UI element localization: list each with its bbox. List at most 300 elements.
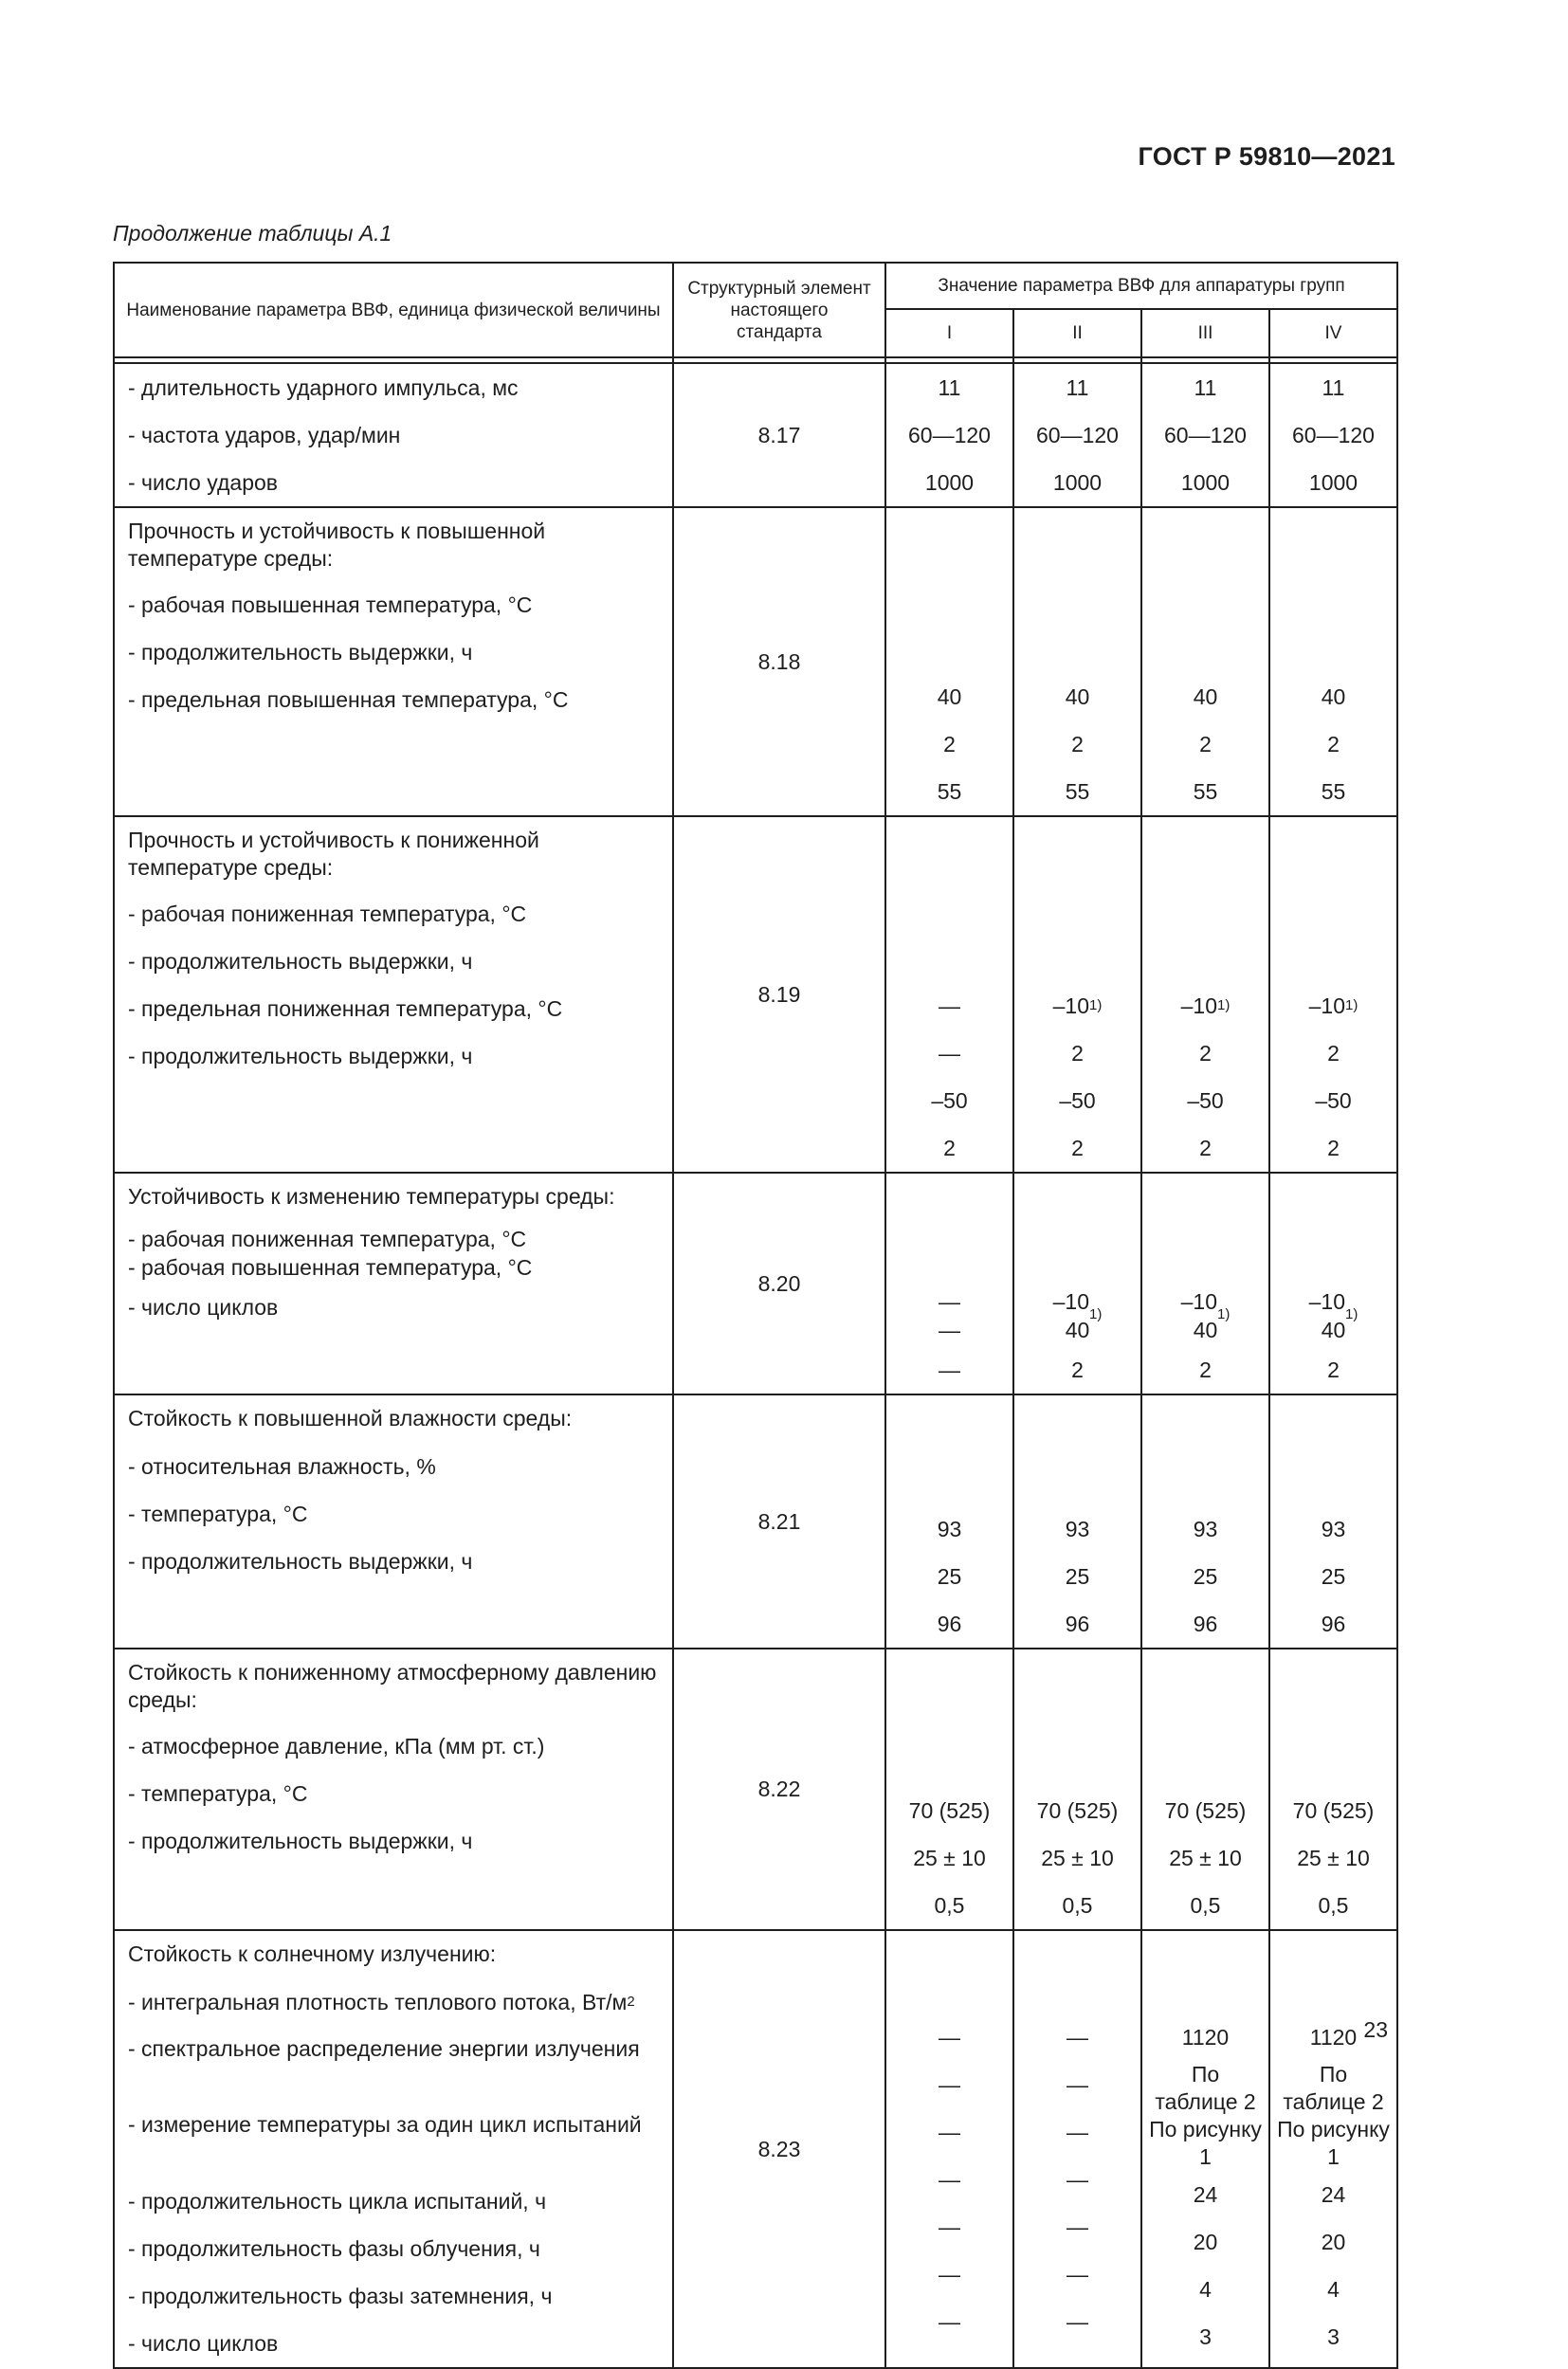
value-text: –50 xyxy=(1187,1087,1224,1113)
value-text: 0,5 xyxy=(1318,1892,1349,1918)
value-text: –10 xyxy=(1180,1289,1218,1314)
group-value xyxy=(1270,1505,1396,1553)
group-value xyxy=(1014,1787,1140,1834)
group-value xyxy=(1014,1505,1140,1553)
group-value xyxy=(1014,2203,1140,2251)
section-title: Прочность и устойчивость к повышенной температуре среды: xyxy=(128,519,546,571)
value-text: 96 xyxy=(1193,1611,1218,1636)
group-value xyxy=(1142,1030,1268,1077)
parameter-label-text: - предельная пониженная температура, °С xyxy=(128,995,563,1021)
parameter-label xyxy=(115,2026,672,2102)
group-value xyxy=(1142,2218,1268,2266)
value-text: — xyxy=(939,2119,960,2144)
group-value-cell xyxy=(885,816,1013,1173)
value-text: — xyxy=(1067,2071,1088,2097)
value-text: 0,5 xyxy=(934,1892,965,1918)
group-value xyxy=(1270,1077,1396,1124)
group-value-cell xyxy=(1269,816,1397,1173)
value-text: 2 xyxy=(1071,1357,1084,1382)
parameter-label: - интегральная плотность теплового потока, Вт/м 2 xyxy=(128,1989,635,2014)
parameter-label xyxy=(115,1252,672,1284)
group-value-cell xyxy=(1141,1173,1269,1394)
parameter-label-text: - интегральная плотность теплового потока, Вт/м xyxy=(128,1989,628,2014)
value-text: 2 xyxy=(1071,1040,1084,1066)
group-value xyxy=(1142,1505,1268,1553)
parameter-label xyxy=(115,890,672,938)
value-text: 2 xyxy=(1199,1135,1212,1160)
table-section-row xyxy=(114,363,1397,507)
value-text: 0,5 xyxy=(1062,1892,1093,1918)
group-value xyxy=(886,673,1012,720)
group-value xyxy=(886,1346,1012,1394)
parameter-label-text: - число ударов xyxy=(128,469,278,495)
group-value xyxy=(1270,459,1396,506)
value-text: 60—120 xyxy=(1164,422,1247,447)
table-section-row xyxy=(114,816,1397,1173)
value-text: — xyxy=(939,2308,960,2334)
group-value xyxy=(1270,1315,1396,1346)
value-text: 93 xyxy=(1193,1516,1218,1541)
value-text: — xyxy=(939,2261,960,2287)
group-value-cell xyxy=(1269,507,1397,816)
parameter-label-text: - спектральное распределение энергии излучения xyxy=(128,2036,640,2061)
group-value xyxy=(1142,720,1268,768)
value-text: 1000 xyxy=(924,469,975,495)
group-value xyxy=(1270,1834,1396,1882)
value-text: 25 ± 10 xyxy=(1041,1845,1114,1870)
value-text: 2 xyxy=(1327,1357,1340,1382)
group-value-cell xyxy=(885,363,1013,507)
value-text: 93 xyxy=(1321,1516,1346,1541)
group-value xyxy=(886,459,1012,506)
parameter-label-text: - продолжительность фазы затемнения, ч xyxy=(128,2283,553,2308)
parameter-label-text: - температура, °С xyxy=(128,1780,308,1806)
parameter-label-text: - длительность ударного импульса, мс xyxy=(128,374,519,400)
group-value xyxy=(1014,2298,1140,2345)
group-value xyxy=(886,2298,1012,2345)
group-value-cell xyxy=(1141,363,1269,507)
parameter-label-text: - продолжительность выдержки, ч xyxy=(128,1548,473,1574)
table-section-row xyxy=(114,1173,1397,1394)
section-title: Стойкость к солнечному излучению: xyxy=(128,1941,497,1966)
value-text: — xyxy=(1067,2119,1088,2144)
value-text: –10 xyxy=(1180,993,1218,1018)
parameter-cell xyxy=(114,1649,673,1930)
group-value-cell xyxy=(1013,816,1141,1173)
parameter-label-text: - атмосферное давление, кПа (мм рт. ст.) xyxy=(128,1733,545,1759)
value-text: 2 xyxy=(1199,1357,1212,1382)
group-value xyxy=(1270,2266,1396,2313)
group-value-cell xyxy=(1013,1394,1141,1649)
parameter-label xyxy=(115,1538,672,1585)
value-text: 25 ± 10 xyxy=(1169,1845,1242,1870)
group-value xyxy=(1270,1882,1396,1929)
value-text: 3 xyxy=(1199,2323,1212,2349)
value-text: 24 xyxy=(1321,2181,1346,2207)
parameter-label xyxy=(115,2178,672,2225)
section-title: Стойкость к повышенной влажности среды: xyxy=(128,1406,573,1431)
group-value-cell xyxy=(1141,816,1269,1173)
value-text: 4 xyxy=(1327,2276,1340,2302)
value-text: 25 xyxy=(937,1563,962,1589)
group-header-2: II xyxy=(1013,309,1141,357)
group-value xyxy=(1142,1553,1268,1600)
group-value-cell xyxy=(885,1930,1013,2368)
value-text: 70 (525) xyxy=(1036,1797,1119,1823)
group-value-cell xyxy=(885,1649,1013,1930)
group-value xyxy=(886,2108,1012,2156)
group-value xyxy=(1142,1834,1268,1882)
group-value xyxy=(1014,1315,1140,1346)
group-value xyxy=(1014,1600,1140,1648)
value-text: 2 xyxy=(1327,1040,1340,1066)
group-value xyxy=(1270,673,1396,720)
group-value xyxy=(1014,1346,1140,1394)
value-text: — xyxy=(939,1289,960,1314)
group-value xyxy=(886,2061,1012,2108)
value-text: –50 xyxy=(1059,1087,1096,1113)
value-text: 1000 xyxy=(1052,469,1103,495)
structural-element-cell: 8.19 xyxy=(673,816,885,1173)
value-text: — xyxy=(939,2024,960,2050)
parameter-cell xyxy=(114,1173,673,1394)
group-value xyxy=(1014,673,1140,720)
group-value xyxy=(886,2014,1012,2061)
value-text: 20 xyxy=(1321,2229,1346,2254)
group-value xyxy=(1270,1030,1396,1077)
group-value-cell xyxy=(1269,1173,1397,1394)
group-value xyxy=(886,1787,1012,1834)
parameter-label xyxy=(115,2320,672,2367)
parameter-label xyxy=(115,2102,672,2178)
parameter-label-text: - продолжительность выдержки, ч xyxy=(128,1828,473,1853)
value-text: 93 xyxy=(937,1516,962,1541)
group-header-4: IV xyxy=(1269,309,1397,357)
value-text: 96 xyxy=(1321,1611,1346,1636)
value-text: — xyxy=(939,993,960,1018)
group-value xyxy=(1270,2116,1396,2171)
value-text: 1120 xyxy=(1181,2024,1230,2050)
value-text: 25 xyxy=(1321,1563,1346,1589)
value-text: 40 xyxy=(1065,1318,1090,1342)
value-text: –10 xyxy=(1052,993,1090,1018)
group-value xyxy=(1014,459,1140,506)
group-value xyxy=(1142,1124,1268,1172)
table-caption: Продолжение таблицы А.1 xyxy=(113,221,392,246)
group-value xyxy=(1142,1315,1268,1346)
group-value xyxy=(886,982,1012,1030)
value-text: — xyxy=(939,2214,960,2239)
value-text: 40 xyxy=(937,683,962,709)
value-text: — xyxy=(1067,2308,1088,2334)
group-value-cell xyxy=(885,507,1013,816)
value-text: 1000 xyxy=(1308,469,1358,495)
group-value xyxy=(1270,1787,1396,1834)
value-text: 40 xyxy=(1321,1318,1346,1342)
parameter-label xyxy=(115,2272,672,2320)
value-text: –10 xyxy=(1308,1289,1346,1314)
group-value: –10 1) xyxy=(1308,993,1358,1018)
value-text: 11 xyxy=(1066,374,1089,400)
column-header-values: Значение параметра ВВФ для аппаратуры групп xyxy=(885,263,1397,309)
group-value xyxy=(1142,2313,1268,2360)
value-text: 55 xyxy=(1065,778,1090,804)
value-text: 2 xyxy=(1199,1040,1212,1066)
value-text: — xyxy=(939,1040,960,1066)
value-text: 96 xyxy=(1065,1611,1090,1636)
group-header-3: III xyxy=(1141,309,1269,357)
group-value-cell xyxy=(1141,1394,1269,1649)
group-value xyxy=(1142,1346,1268,1394)
value-text: 11 xyxy=(938,374,961,400)
group-value xyxy=(1142,2061,1268,2116)
parameter-label-text: - число циклов xyxy=(128,2330,279,2356)
value-text: — xyxy=(939,2166,960,2192)
parameter-cell xyxy=(114,1930,673,2368)
group-value: –10 1) xyxy=(1308,1289,1358,1322)
parameter-label xyxy=(115,1722,672,1770)
group-value-cell xyxy=(1269,363,1397,507)
structural-element-cell: 8.17 xyxy=(673,363,885,507)
table-body xyxy=(114,363,1397,2368)
group-header-1: I xyxy=(885,309,1013,357)
value-text: –50 xyxy=(931,1087,968,1113)
parameters-table xyxy=(113,262,1398,2369)
section-title: Стойкость к пониженному атмосферному давлению среды: xyxy=(128,1660,657,1712)
parameter-label-text: - измерение температуры за один цикл испытаний xyxy=(128,2112,642,2137)
group-value: –10 1) xyxy=(1180,1289,1231,1322)
value-text: 1000 xyxy=(1180,469,1231,495)
value-text: 25 ± 10 xyxy=(1297,1845,1370,1870)
group-value xyxy=(1270,2171,1396,2218)
parameter-cell xyxy=(114,1394,673,1649)
value-text: 93 xyxy=(1065,1516,1090,1541)
parameter-label xyxy=(115,581,672,629)
value-text: 2 xyxy=(1327,1135,1340,1160)
parameter-label-text: - продолжительность выдержки, ч xyxy=(128,1043,473,1068)
value-text: 11 xyxy=(1322,374,1345,400)
group-value xyxy=(886,1030,1012,1077)
group-value xyxy=(1014,1882,1140,1929)
group-value xyxy=(886,2251,1012,2298)
group-value xyxy=(1014,1030,1140,1077)
parameter-cell xyxy=(114,363,673,507)
value-text: 55 xyxy=(937,778,962,804)
value-text: 40 xyxy=(1193,1318,1218,1342)
parameter-label xyxy=(115,1032,672,1080)
value-text: 60—120 xyxy=(908,422,991,447)
table-section-row xyxy=(114,1930,1397,2368)
group-value-cell xyxy=(1269,1930,1397,2368)
parameter-cell xyxy=(114,507,673,816)
parameter-label xyxy=(115,2225,672,2272)
parameter-label-text: - продолжительность выдержки, ч xyxy=(128,639,473,665)
parameter-label-text: - число циклов xyxy=(128,1294,279,1320)
value-text: 2 xyxy=(943,731,956,756)
group-value xyxy=(1142,2116,1268,2171)
parameter-label xyxy=(115,1770,672,1817)
value-text: 40 xyxy=(1193,683,1218,709)
group-value xyxy=(1014,720,1140,768)
parameter-label xyxy=(115,1221,672,1252)
group-value xyxy=(1014,1834,1140,1882)
parameter-cell xyxy=(114,816,673,1173)
parameter-label xyxy=(115,985,672,1032)
table-section-row xyxy=(114,507,1397,816)
value-text: –50 xyxy=(1315,1087,1352,1113)
group-value xyxy=(1142,1882,1268,1929)
group-value xyxy=(1270,720,1396,768)
structural-element-cell: 8.21 xyxy=(673,1394,885,1649)
group-value xyxy=(886,1284,1012,1315)
value-text: 96 xyxy=(937,1611,962,1636)
value-text: 40 xyxy=(1321,683,1346,709)
group-value-cell xyxy=(1141,1649,1269,1930)
table-section-row xyxy=(114,1394,1397,1649)
parameter-label-text: - продолжительность выдержки, ч xyxy=(128,948,473,974)
value-text: 2 xyxy=(1071,731,1084,756)
value-text: — xyxy=(939,1318,960,1342)
group-value xyxy=(1014,768,1140,815)
value-text: 25 xyxy=(1065,1563,1090,1589)
group-value-cell xyxy=(1013,363,1141,507)
group-value-cell xyxy=(1013,1649,1141,1930)
value-text: — xyxy=(939,2071,960,2097)
value-text: 60—120 xyxy=(1036,422,1119,447)
group-value xyxy=(1270,364,1396,411)
parameter-label-text: - рабочая повышенная температура, °С xyxy=(128,1255,533,1280)
parameter-label-text: - рабочая пониженная температура, °С xyxy=(128,901,527,926)
group-value-cell xyxy=(1013,1173,1141,1394)
page-number: 23 xyxy=(1363,2017,1388,2042)
group-value xyxy=(1142,768,1268,815)
value-text: — xyxy=(1067,2214,1088,2239)
group-value-cell xyxy=(1013,507,1141,816)
group-value xyxy=(1014,2156,1140,2203)
value-text: 25 xyxy=(1193,1563,1218,1589)
parameter-label-text: - температура, °С xyxy=(128,1501,308,1526)
group-value-cell xyxy=(1141,1930,1269,2368)
group-value xyxy=(1142,459,1268,506)
value-text: 1120 xyxy=(1309,2024,1358,2050)
group-value-cell xyxy=(1141,507,1269,816)
group-value xyxy=(886,364,1012,411)
parameter-label xyxy=(115,411,672,459)
group-value xyxy=(886,768,1012,815)
group-value xyxy=(1014,2108,1140,2156)
group-value-cell xyxy=(1013,1930,1141,2368)
value-text: 2 xyxy=(1199,731,1212,756)
group-value-cell xyxy=(885,1394,1013,1649)
group-value xyxy=(886,411,1012,459)
group-value xyxy=(1270,411,1396,459)
value-text: 4 xyxy=(1199,2276,1212,2302)
parameter-label xyxy=(115,1490,672,1538)
parameter-label-text: - продолжительность фазы облучения, ч xyxy=(128,2235,540,2261)
group-value xyxy=(1142,364,1268,411)
value-text: По таблице 2 xyxy=(1283,2062,1384,2114)
value-text: –10 xyxy=(1308,993,1346,1018)
group-value xyxy=(886,2203,1012,2251)
value-text: –10 xyxy=(1052,1289,1090,1314)
group-value-cell xyxy=(1269,1394,1397,1649)
value-text: — xyxy=(1067,2166,1088,2192)
group-value: –10 1) xyxy=(1052,993,1103,1018)
group-value xyxy=(1142,1787,1268,1834)
group-value xyxy=(1270,768,1396,815)
group-value xyxy=(1270,2218,1396,2266)
value-text: 2 xyxy=(943,1135,956,1160)
value-text: 2 xyxy=(1327,731,1340,756)
parameter-label-text: - рабочая повышенная температура, °С xyxy=(128,592,533,617)
value-text: По рисунку 1 xyxy=(1277,2117,1390,2169)
column-header-name: Наименование параметра ВВФ, единица физической величины xyxy=(114,263,673,357)
group-value xyxy=(1014,2061,1140,2108)
parameter-label xyxy=(115,364,672,411)
group-value xyxy=(1014,1077,1140,1124)
parameter-label-text: - предельная повышенная температура, °С xyxy=(128,686,569,712)
group-value xyxy=(1142,1077,1268,1124)
group-value xyxy=(1142,2266,1268,2313)
structural-element-cell: 8.18 xyxy=(673,507,885,816)
group-value xyxy=(886,1600,1012,1648)
parameter-label xyxy=(115,1817,672,1865)
group-value-cell xyxy=(1269,1649,1397,1930)
value-text: 3 xyxy=(1327,2323,1340,2349)
parameter-label-text: - рабочая пониженная температура, °С xyxy=(128,1227,527,1251)
value-text: 11 xyxy=(1194,374,1217,400)
group-value xyxy=(1270,2061,1396,2116)
group-value xyxy=(1142,673,1268,720)
value-text: 40 xyxy=(1065,683,1090,709)
value-text: 20 xyxy=(1193,2229,1218,2254)
group-value xyxy=(886,1124,1012,1172)
value-text: 70 (525) xyxy=(1292,1797,1375,1823)
column-header-element: Структурный элемент настоящего стандарта xyxy=(673,263,885,357)
parameter-label-text: - частота ударов, удар/мин xyxy=(128,422,401,447)
group-value xyxy=(1270,1124,1396,1172)
group-value xyxy=(886,1315,1012,1346)
parameter-label-text: - относительная влажность, % xyxy=(128,1453,436,1479)
section-title: Устойчивость к изменению температуры среды: xyxy=(128,1184,615,1209)
value-text: 55 xyxy=(1321,778,1346,804)
group-value xyxy=(886,1077,1012,1124)
group-value xyxy=(1014,2251,1140,2298)
value-text: 0,5 xyxy=(1190,1892,1221,1918)
value-text: По таблице 2 xyxy=(1155,2062,1256,2114)
group-value xyxy=(1270,1553,1396,1600)
group-value xyxy=(1142,2014,1268,2061)
structural-element-cell: 8.22 xyxy=(673,1649,885,1930)
group-value xyxy=(886,720,1012,768)
group-value xyxy=(1014,1553,1140,1600)
value-text: — xyxy=(1067,2024,1088,2050)
group-value xyxy=(886,2156,1012,2203)
group-value: –10 1) xyxy=(1052,1289,1103,1322)
group-value xyxy=(1142,2171,1268,2218)
structural-element-cell: 8.23 xyxy=(673,1930,885,2368)
group-value xyxy=(1014,364,1140,411)
group-value xyxy=(1014,2014,1140,2061)
group-value xyxy=(1270,1346,1396,1394)
parameter-label xyxy=(115,938,672,985)
group-value xyxy=(1270,1600,1396,1648)
value-text: 2 xyxy=(1071,1135,1084,1160)
parameter-label xyxy=(115,1443,672,1490)
parameter-label xyxy=(115,459,672,506)
group-value xyxy=(1142,411,1268,459)
value-text: 70 (525) xyxy=(1164,1797,1247,1823)
